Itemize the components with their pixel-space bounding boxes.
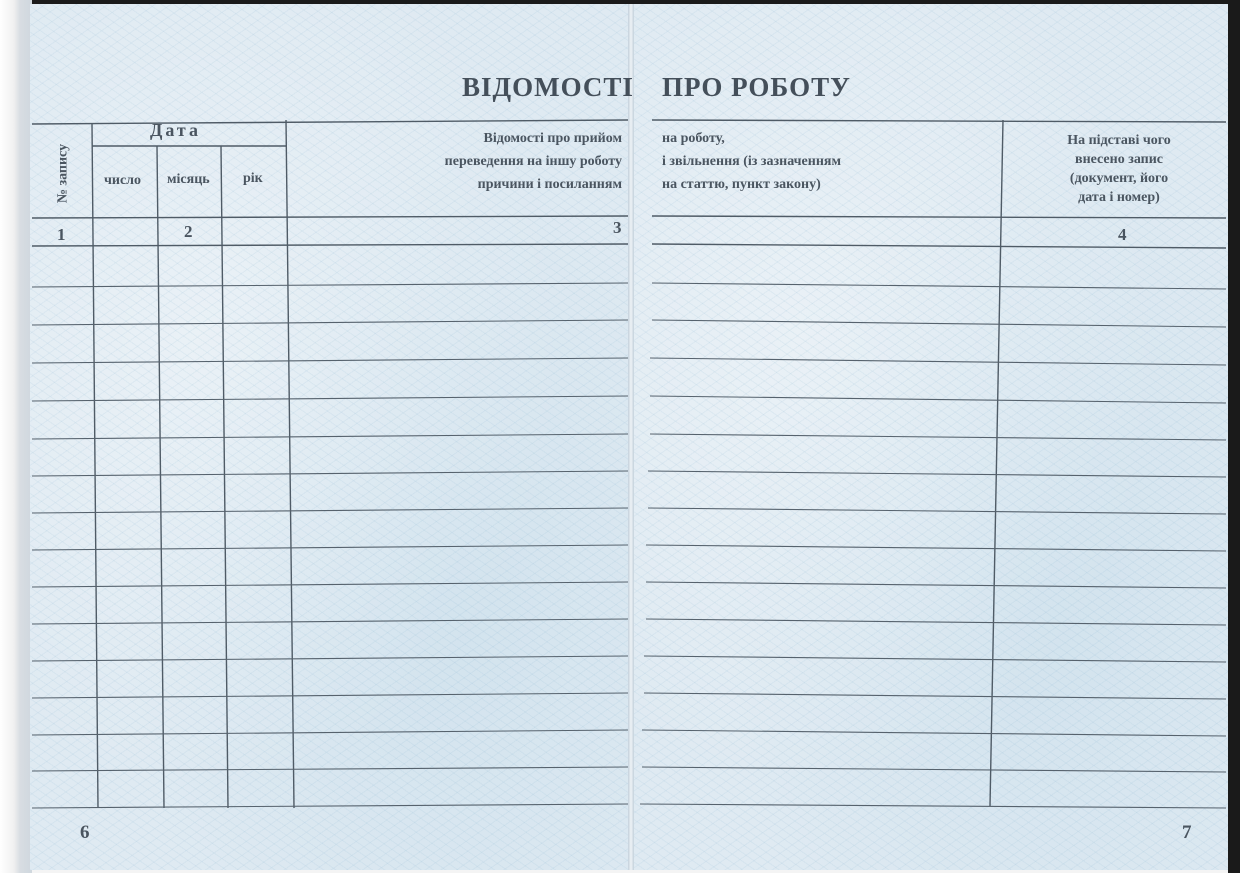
record-number-header: № запису <box>55 143 71 204</box>
column-number-4: 4 <box>1118 225 1127 244</box>
basis-header-line3: (документ, його <box>1069 171 1169 186</box>
info-header-line2-left: переведення на іншу роботу <box>444 154 622 169</box>
heading-left: ВІДОМОСТІ <box>462 72 634 102</box>
column-number-2: 2 <box>184 222 193 241</box>
basis-header-line2: внесено запис <box>1075 152 1163 167</box>
info-header-line1-right: на роботу, <box>662 131 725 146</box>
column-number-1: 1 <box>57 225 66 244</box>
info-header-line3-left: причини і посиланням <box>477 177 622 192</box>
month-header: місяць <box>167 172 210 187</box>
basis-header-line4: дата і номер) <box>1078 190 1160 205</box>
info-header-line1-left: Відомості про прийом <box>483 131 622 146</box>
info-header-line2-right: і звільнення (із зазначенням <box>662 154 841 169</box>
year-header: рік <box>243 171 263 186</box>
date-header: Дата <box>150 120 201 140</box>
day-header: число <box>104 173 142 188</box>
page-number-left: 6 <box>80 822 90 843</box>
heading-right: ПРО РОБОТУ <box>662 72 851 102</box>
page-number-right: 7 <box>1182 822 1192 843</box>
column-number-3: 3 <box>613 218 622 237</box>
basis-header-line1: На підставі чого <box>1067 133 1171 148</box>
info-header-line3-right: на статтю, пункт закону) <box>662 177 821 192</box>
